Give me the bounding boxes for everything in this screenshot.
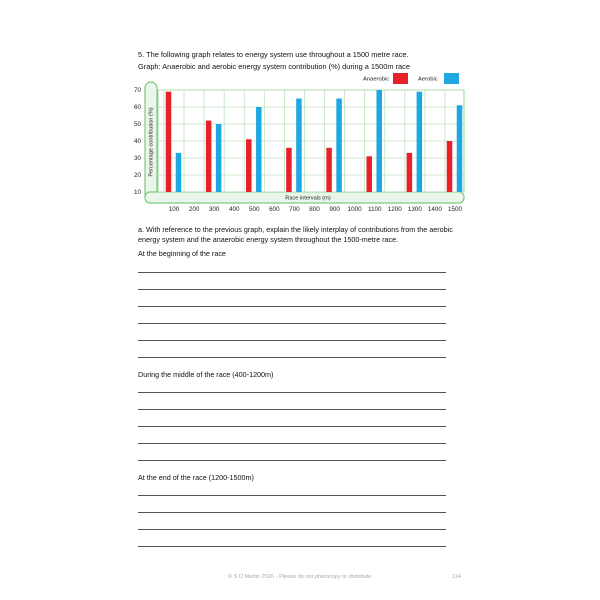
writing-line[interactable] (138, 340, 446, 341)
x-tick-label: 800 (309, 206, 320, 213)
x-tick-label: 500 (249, 206, 260, 213)
x-axis-title: Race intervals (m) (285, 195, 331, 202)
bar-anaerobic (286, 148, 292, 192)
writing-line[interactable] (138, 289, 446, 290)
section-label-middle: During the middle of the race (400-1200m) (138, 370, 274, 379)
section-label-end: At the end of the race (1200-1500m) (138, 473, 254, 482)
bar-aerobic (256, 107, 262, 192)
bar-anaerobic (246, 139, 252, 192)
x-tick-label: 1200 (387, 206, 402, 213)
y-tick-label: 10 (133, 189, 141, 196)
bar-aerobic (457, 105, 463, 192)
x-tick-label: 700 (289, 206, 300, 213)
x-tick-label: 600 (269, 206, 280, 213)
y-tick-label: 70 (133, 87, 141, 94)
x-tick-label: 200 (188, 206, 200, 213)
bar-anaerobic (447, 141, 453, 192)
footer-copyright: © S D Martin 2026 - Please do not photocopy or distribute (228, 574, 372, 580)
bar-anaerobic (166, 92, 172, 192)
writing-line[interactable] (138, 392, 446, 393)
bar-aerobic (296, 99, 302, 193)
bar-anaerobic (206, 121, 212, 192)
y-tick-label: 60 (133, 104, 141, 111)
bar-anaerobic (366, 156, 372, 192)
writing-line[interactable] (138, 529, 446, 530)
x-tick-label: 1300 (407, 206, 422, 213)
writing-line[interactable] (138, 323, 446, 324)
x-tick-label: 300 (208, 206, 220, 213)
bar-aerobic (336, 99, 342, 193)
x-tick-label: 1100 (367, 206, 382, 213)
bar-aerobic (417, 92, 423, 192)
question-title: 5. The following graph relates to energy system use throughout a 1500 metre race. (138, 50, 409, 59)
y-tick-label: 30 (133, 155, 141, 162)
section-label-beginning: At the beginning of the race (138, 249, 226, 258)
writing-line[interactable] (138, 357, 446, 358)
graph-title: Graph: Anaerobic and aerobic energy system contribution (%) during a 1500m race (138, 62, 410, 71)
writing-line[interactable] (138, 443, 446, 444)
x-tick-label: 1500 (447, 206, 463, 213)
writing-line[interactable] (138, 306, 446, 307)
writing-line[interactable] (138, 460, 446, 461)
writing-line[interactable] (138, 272, 446, 273)
writing-line[interactable] (138, 426, 446, 427)
writing-line[interactable] (138, 495, 446, 496)
page-number: 114 (452, 574, 461, 580)
y-tick-label: 20 (133, 172, 141, 179)
legend-label-aerobic: Aerobic (418, 76, 438, 83)
x-tick-label: 400 (228, 206, 240, 213)
bar-anaerobic (326, 148, 332, 192)
writing-line[interactable] (138, 546, 446, 547)
y-tick-label: 50 (133, 121, 141, 128)
x-tick-label: 1400 (427, 206, 442, 213)
writing-line[interactable] (138, 512, 446, 513)
bar-aerobic (376, 90, 382, 192)
y-axis-title: Percentage contribution (%) (148, 107, 155, 177)
part-a-question: a. With reference to the previous graph, explain the likely interplay of contributions from the aerobic energy system and the anaerobic energy system throughout the 1500-metre race. (138, 225, 453, 244)
bar-aerobic (176, 153, 182, 192)
x-tick-label: 1000 (347, 206, 362, 213)
x-tick-label: 900 (329, 206, 340, 213)
x-tick-label: 100 (168, 206, 180, 213)
y-tick-label: 40 (133, 138, 141, 145)
legend-label-anaerobic: Anaerobic (363, 76, 390, 83)
bar-anaerobic (407, 153, 413, 192)
legend-swatch-aerobic (444, 73, 459, 84)
legend-swatch-anaerobic (393, 73, 408, 84)
bar-aerobic (216, 124, 222, 192)
writing-line[interactable] (138, 409, 446, 410)
